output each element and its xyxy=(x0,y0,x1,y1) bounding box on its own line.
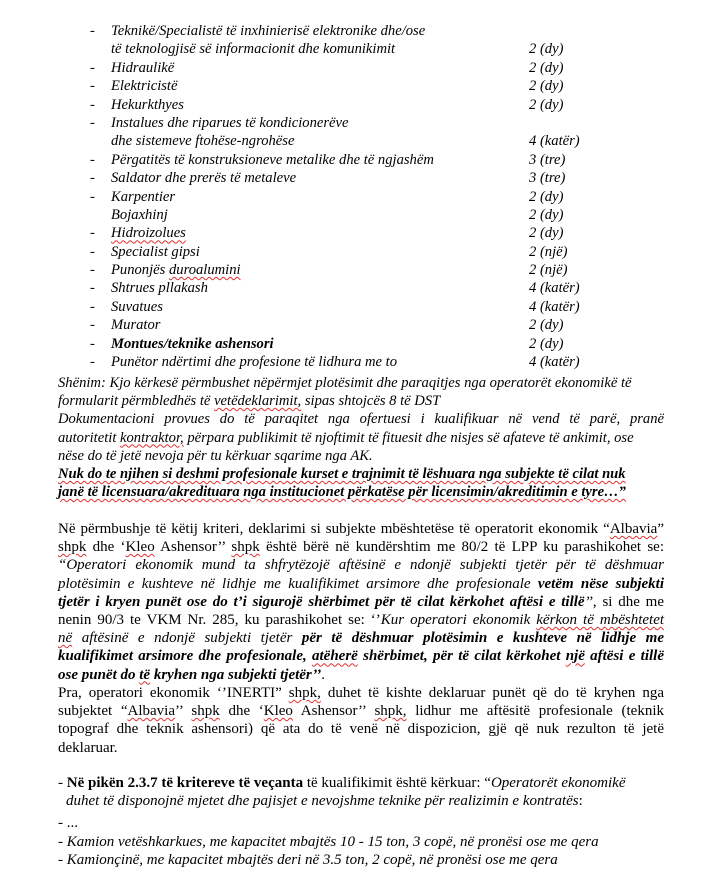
spellcheck-word: kërkon të mbështetet xyxy=(536,612,665,629)
text: : xyxy=(578,793,583,810)
list-item-count: 4 (katër) xyxy=(529,280,580,297)
spellcheck-word: shpk xyxy=(191,703,220,720)
paragraph-compliance xyxy=(58,520,664,684)
text: dhe ‘ xyxy=(219,703,264,720)
paragraph-line xyxy=(58,684,664,702)
list-dash: - xyxy=(90,317,95,334)
text: të kualifikimit është kërkuar: “ xyxy=(303,775,491,791)
list-dash: - xyxy=(90,262,95,279)
list-item-count: 4 (katër) xyxy=(529,298,580,315)
list-item-count: 2 (dy) xyxy=(529,335,564,352)
list-item-count: 2 (dy) xyxy=(529,78,564,95)
bold-text: Në pikën 2.3.7 të kritereve të veçanta xyxy=(66,775,304,791)
list-item xyxy=(0,151,721,169)
paragraph-line: topograf dhe teknik ashensori) që ata do të venë në dispozicion, gjë që nuk rezulton të jetë xyxy=(58,721,664,738)
note-text: autoritetit xyxy=(58,429,121,446)
list-item xyxy=(0,77,721,95)
list-item-label: Punëtor ndërtimi dhe profesione të lidhura me to xyxy=(111,354,398,371)
list-item xyxy=(0,298,721,316)
text: duhet të kishte deklaruar punët që do të kryhen nga xyxy=(320,685,664,701)
list-dash: - xyxy=(90,151,95,168)
list-item-count: 2 (një) xyxy=(529,243,568,260)
text: kualifikimet arsimore dhe profesionale, xyxy=(58,648,313,665)
paragraph-line xyxy=(58,647,664,665)
note-bold-line: janë të licensuara/akredituara nga institucionet përkatëse për licensimin/akreditimin e tyre…” xyxy=(58,484,626,501)
list-dash: - xyxy=(90,354,95,371)
list-item-label xyxy=(111,261,241,279)
staff-list xyxy=(0,22,721,371)
text: shërbimet, për të cilat kërkohet xyxy=(357,648,566,665)
list-item-count: 2 (dy) xyxy=(529,188,564,205)
list-dash: - xyxy=(90,96,95,113)
list-item-count: 3 (tre) xyxy=(529,170,566,187)
spellcheck-word: Albavia xyxy=(609,521,658,537)
text: Ashensor’’ xyxy=(292,703,375,720)
spellcheck-word: të xyxy=(139,666,151,683)
text: kryhen nga subjekti tjetër’’ xyxy=(150,666,322,683)
list-item-count: 2 (dy) xyxy=(529,59,564,76)
paragraph-line xyxy=(58,629,664,647)
text: nenin 90/3 te VKM Nr. 285, ku parashikohet se: ‘’ xyxy=(58,612,381,629)
list-item-count: 2 (dy) xyxy=(529,206,564,223)
bold-text: për të dëshmuar plotësimin e kushteve në lidhje me xyxy=(301,630,664,647)
text: dhe ‘ xyxy=(86,539,126,556)
list-item-count: 2 (dy) xyxy=(529,225,564,242)
list-item-count: 2 (dy) xyxy=(529,317,564,334)
text: Operatorët ekonomikë xyxy=(490,775,626,791)
paragraph-line xyxy=(58,702,664,720)
list-item-label: Hidroizolues xyxy=(111,225,186,242)
list-item xyxy=(0,22,721,40)
paragraph-line xyxy=(58,575,664,593)
note-line: Shënim: Kjo kërkesë përmbushet nëpërmjet plotësimit dhe paraqitjes nga operatorët ekonomikë të xyxy=(58,375,632,391)
note-block xyxy=(58,374,664,501)
spellcheck-word: atëherë xyxy=(312,648,358,665)
text: është bërë në kundërshtim me 80/2 të LPP ku parashikohet se: xyxy=(259,539,664,556)
spellcheck-word: shpk xyxy=(231,539,260,556)
spellcheck-word: Albavia xyxy=(127,703,175,720)
list-item-label: Bojaxhinj xyxy=(111,206,168,223)
spellcheck-word: Kleo xyxy=(125,539,155,556)
note-line: nëse do të jetë nevoja për tu kërkuar sqarime nga AK. xyxy=(58,447,373,464)
list-item-label: Murator xyxy=(111,317,161,334)
spellcheck-word: një xyxy=(565,648,585,665)
list-item-label: Suvatues xyxy=(111,298,163,315)
list-item-label: Instalues dhe riparues të kondicionerëve xyxy=(111,114,349,131)
list-item xyxy=(0,188,721,206)
list-item-label: Teknikë/Specialistë të inxhinierisë elektronike dhe/ose xyxy=(111,23,426,39)
list-item xyxy=(0,114,721,132)
text: aftësi e tillë xyxy=(584,648,665,665)
text: - xyxy=(58,833,67,850)
list-item-label: Specialist gipsi xyxy=(111,243,200,260)
list-dash: - xyxy=(90,78,95,95)
paragraph-line xyxy=(58,666,664,684)
list-item-continued xyxy=(0,132,721,150)
text: ’’ xyxy=(174,703,192,720)
spellcheck-word: shpk xyxy=(58,539,87,556)
note-text: përpara publikimit të njoftimit të fituesit dhe nisjes së afateve të ankimit, ose xyxy=(183,429,634,446)
list-item-label: Saldator dhe prerës të metaleve xyxy=(111,170,297,187)
list-dash: - xyxy=(90,59,95,76)
text: - xyxy=(58,851,67,868)
list-item-label: të teknologjisë së informacionit dhe komunikimit xyxy=(111,41,396,58)
paragraph-line: “Operatori ekonomik mund ta shfrytëzojë aftësinë e ndonjë subjekti tjetër për të dëshmuar xyxy=(58,557,664,574)
list-item-count: 4 (katër) xyxy=(529,354,580,371)
list-item-label: Përgatitës të konstruksioneve metalike dhe të ngjashëm xyxy=(111,151,434,168)
text: Ashensor’’ xyxy=(154,539,232,556)
text: - xyxy=(58,775,67,791)
spellcheck-word: në xyxy=(58,630,73,647)
list-dash: - xyxy=(90,243,95,260)
text: Kur operatori ekonomik xyxy=(380,612,537,629)
text: plotësimin e kushteve në lidhje me kualifikimet arsimore dhe profesionale xyxy=(58,575,538,592)
list-dash: - xyxy=(90,280,95,297)
paragraph-line xyxy=(58,792,708,810)
list-dash: - xyxy=(90,225,95,242)
paragraph-line xyxy=(58,520,664,538)
list-item-label: Hekurkthyes xyxy=(111,96,184,113)
paragraph-conclusion xyxy=(58,684,664,757)
paragraph-line: deklaruar. xyxy=(58,739,118,756)
paragraph-line xyxy=(58,611,664,629)
text: ose punët do xyxy=(58,666,140,683)
list-item xyxy=(0,96,721,114)
list-item-label: Montues/teknike ashensori xyxy=(111,335,274,352)
list-dash: - xyxy=(90,170,95,187)
list-item xyxy=(0,224,721,242)
paragraph-line xyxy=(58,593,664,611)
note-text: sipas shtojcës 8 të DST xyxy=(301,393,441,410)
paragraph-line xyxy=(58,774,708,792)
list-item-continued xyxy=(0,40,721,58)
spellcheck-word: Kleo xyxy=(263,703,293,720)
list-item xyxy=(0,335,721,353)
list-item-count: 2 (një) xyxy=(529,262,568,279)
text: . xyxy=(321,666,325,683)
text: subjektet “ xyxy=(58,703,128,720)
list-dash: - xyxy=(90,23,95,39)
list-item-label: Hidraulikë xyxy=(111,59,175,76)
paragraph-line xyxy=(58,833,708,851)
text: ’’ xyxy=(584,593,593,610)
note-line xyxy=(58,429,664,447)
note-line: Dokumentacioni provues do të paraqitet nga ofertuesi i kualifikuar në vend të parë, pranë xyxy=(58,411,664,428)
bold-text: tjetër i kryen punët ose do t’i sigurojë shërbimet për të cilat kërkohet aftësi e tillë xyxy=(58,593,585,610)
text: Kamion vetëshkarkues, me kapacitet mbajtës 10 - 15 ton, 3 copë, në pronësi ose me qera xyxy=(66,833,599,850)
note-bold-line: Nuk do te njihen si deshmi profesionale kurset e trajnimit të lëshuara nga subjekte të cilat nuk xyxy=(58,466,626,483)
label-text: Punonjës xyxy=(111,262,169,279)
list-item-label: Karpentier xyxy=(111,188,176,205)
list-item-label: Shtrues pllakash xyxy=(111,280,208,297)
list-item xyxy=(0,243,721,261)
text: Pra, operatori ekonomik ‘’INERTI” xyxy=(58,685,289,701)
list-item-label: dhe sistemeve ftohëse-ngrohëse xyxy=(111,133,295,150)
spellcheck-word: shpk, xyxy=(374,703,407,720)
paragraph-line xyxy=(58,538,664,556)
text: lidhur me aftësitë profesionale (teknik xyxy=(406,703,664,720)
list-item xyxy=(0,206,721,224)
bold-text: vetëm nëse subjekti xyxy=(537,575,664,592)
text: duhet të disponojnë mjetet dhe pajisjet e nevojshme teknike për realizimin e kontratës xyxy=(66,793,579,810)
list-dash: - xyxy=(90,298,95,315)
text: ” xyxy=(657,521,664,537)
list-item xyxy=(0,316,721,334)
text: , si dhe me xyxy=(592,593,664,610)
list-dash: - xyxy=(90,335,95,352)
list-item-count: 4 (katër) xyxy=(529,133,580,150)
paragraph-line: - ... xyxy=(58,815,78,832)
list-item-count: 3 (tre) xyxy=(529,151,566,168)
list-dash: - xyxy=(90,188,95,205)
spellcheck-word: kontraktor, xyxy=(120,429,184,446)
paragraph-line xyxy=(58,851,708,869)
note-text: formularit përmbledhës të xyxy=(58,393,215,410)
list-item-count: 2 (dy) xyxy=(529,41,564,58)
spellcheck-word: vetëdeklarimit, xyxy=(214,393,302,410)
list-item-label: Elektricistë xyxy=(111,78,178,95)
list-item-count: 2 (dy) xyxy=(529,96,564,113)
text: Në përmbushje të këtij kriteri, deklarimi si subjekte mbështetëse të operatorit ekonomik “ xyxy=(58,521,610,537)
list-item xyxy=(0,59,721,77)
text: aftësinë e ndonjë subjekti tjetër xyxy=(72,630,302,647)
text: Kamionçinë, me kapacitet mbajtës deri në 3.5 ton, 2 copë, në pronësi ose me qera xyxy=(66,851,558,868)
spellcheck-word: shpk, xyxy=(288,685,321,701)
list-item xyxy=(0,169,721,187)
list-dash: - xyxy=(90,114,95,131)
paragraph-criteria xyxy=(58,774,708,869)
list-item xyxy=(0,353,721,371)
spellcheck-word: duroalumini xyxy=(168,262,241,279)
list-item xyxy=(0,279,721,297)
note-line xyxy=(58,392,664,410)
list-item xyxy=(0,261,721,279)
